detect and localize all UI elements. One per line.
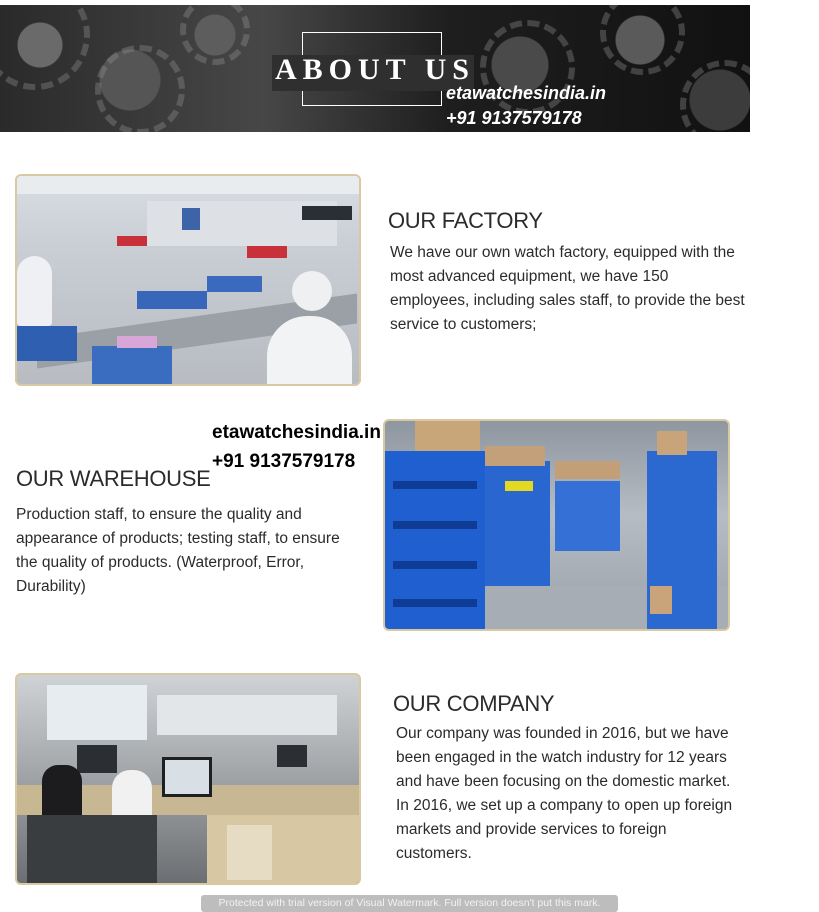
site-watermark: etawatchesindia.in xyxy=(212,422,381,443)
banner-title: ABOUT US xyxy=(275,53,475,86)
factory-description: We have our own watch factory, equipped with the most advanced equipment, we have 150 employees, including sales staff, to provide the best service to customers; xyxy=(390,244,745,333)
warehouse-photo xyxy=(383,419,730,631)
factory-heading: OUR FACTORY xyxy=(388,208,543,233)
banner-site-watermark: etawatchesindia.in xyxy=(446,83,607,103)
company-photo xyxy=(15,673,361,885)
company-description: Our company was founded in 2016, but we have been engaged in the watch industry for 12 years and have been focusing on the domestic market. In 2016, we set up a company to open up foreign markets and provide services to foreign customers. xyxy=(396,725,733,862)
gear-graphic xyxy=(600,5,685,75)
banner-phone-watermark: +91 9137579178 xyxy=(446,108,582,128)
company-heading: OUR COMPANY xyxy=(393,691,555,716)
phone-watermark: +91 9137579178 xyxy=(212,451,356,472)
factory-photo xyxy=(15,174,361,386)
about-us-banner xyxy=(0,5,750,132)
warehouse-description: Production staff, to ensure the quality and appearance of products; testing staff, to ensure the quality of products. (Waterproof, Error, Durability) xyxy=(16,506,340,595)
warehouse-heading: OUR WAREHOUSE xyxy=(16,466,211,491)
trial-watermark-notice: Protected with trial version of Visual Watermark. Full version doesn't put this mark. xyxy=(201,895,618,912)
gear-graphic xyxy=(180,5,250,65)
gear-graphic xyxy=(0,5,90,90)
gear-graphic xyxy=(680,60,750,132)
gear-graphic xyxy=(95,45,185,132)
